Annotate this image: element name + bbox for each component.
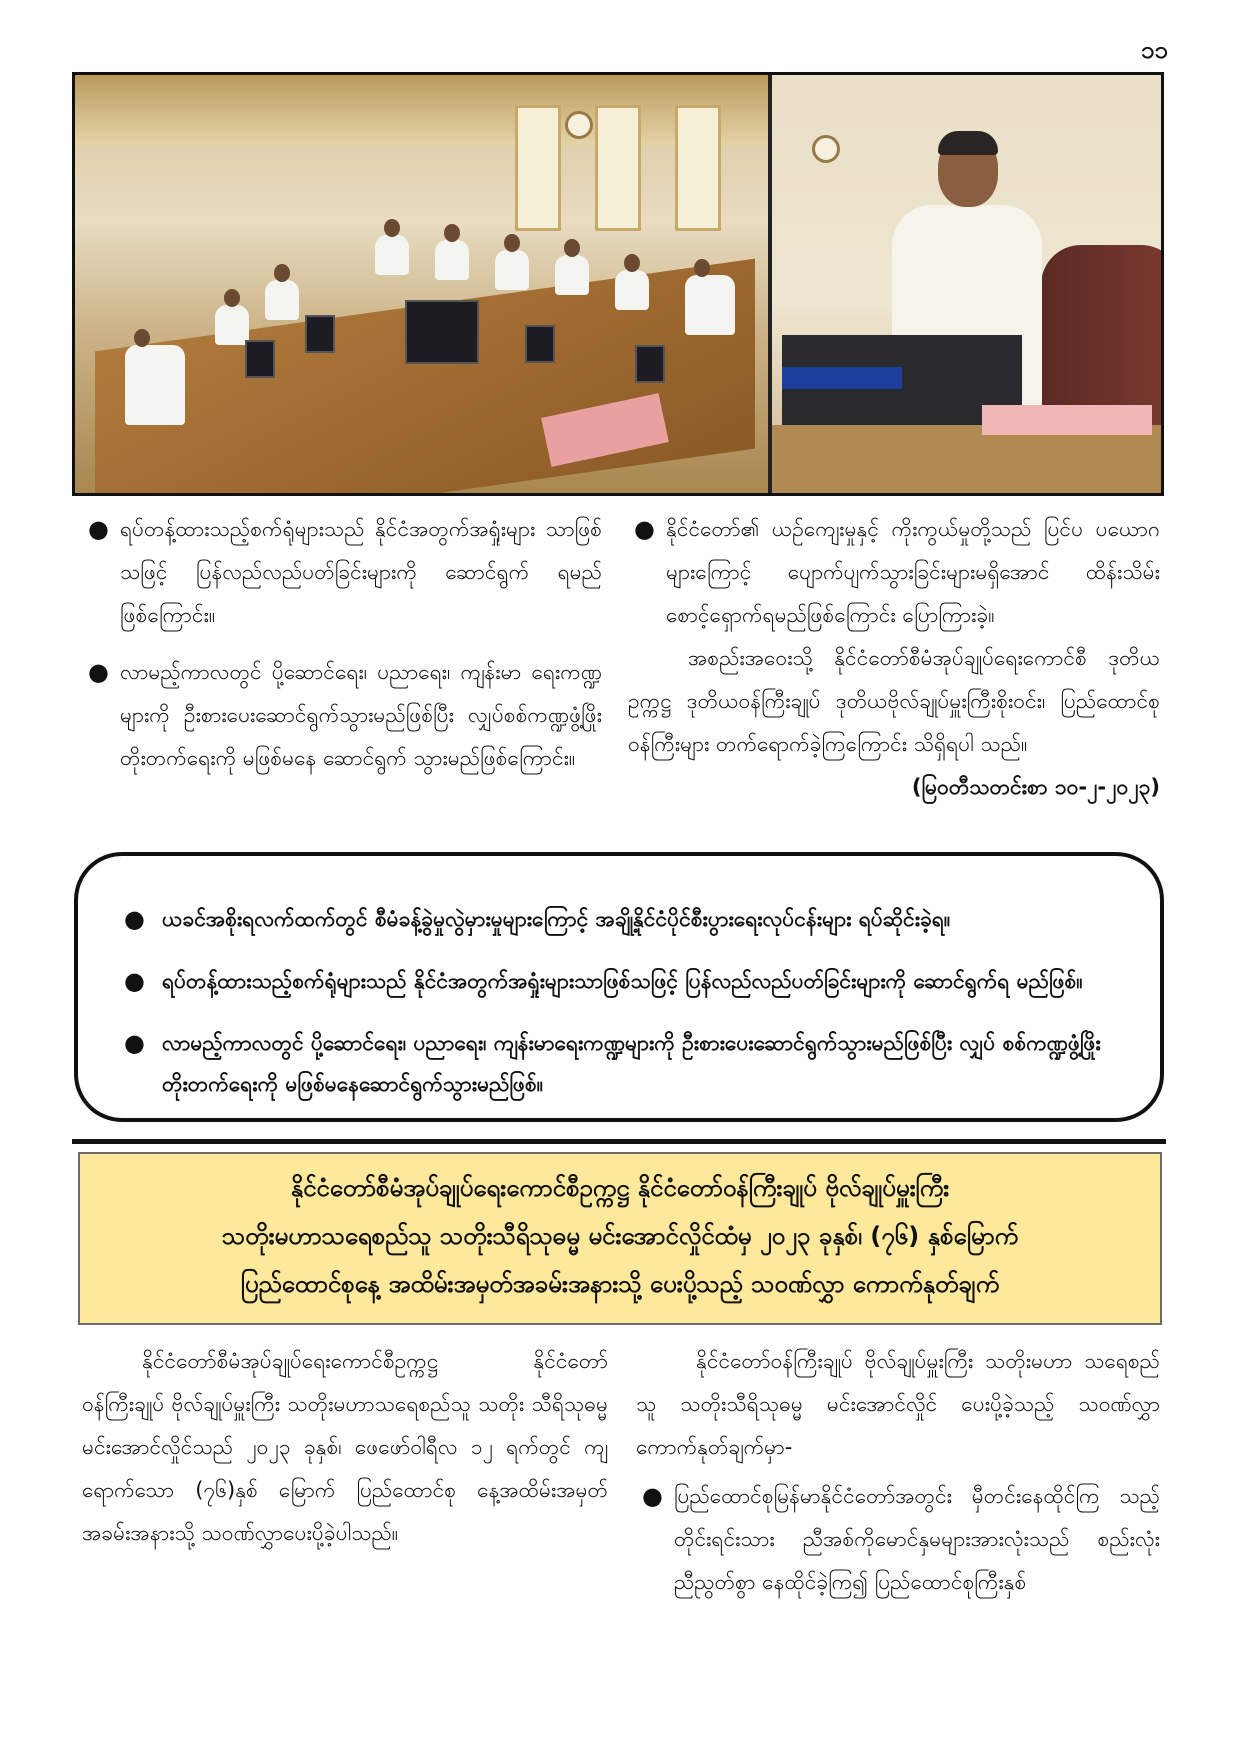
summary-box: [74, 852, 1164, 1122]
headline-line: ပြည်ထောင်စုနေ့ အထိမ်းအမှတ်အခမ်းအနားသို့ ပေးပို့သည့် သဝဏ်လွှာ ကောက်နုတ်ချက်: [240, 1270, 1000, 1298]
attendance-paragraph: အစည်းအဝေးသို့ နိုင်ငံတော်စီမံအုပ်ချုပ်ရေးကောင်စီ ဒုတိယဥက္ကဋ္ဌ ဒုတိယဝန်ကြီးချုပ် ဒုတိယဗိုလ်ချုပ်မှူးကြီးစိုးဝင်း၊ ပြည်ထောင်စုဝန်ကြီးများ တက်ရောက်ခဲ့ကြကြောင်း သိရှိရပါ သည်။: [628, 646, 1160, 756]
list-item: ● ယခင်အစိုးရလက်ထက်တွင် စီမံခန့်ခွဲမှုလွဲမှားမှုများကြောင့် အချို့နိုင်ငံပိုင်စီးပွားရေးလုပ်ငန်းများ ရပ်ဆိုင်းခဲ့ရ။: [118, 899, 1116, 940]
headline-line: နိုင်ငံတော်စီမံအုပ်ချုပ်ရေးကောင်စီဥက္ကဋ္ဌ နိုင်ငံတော်ဝန်ကြီးချုပ် ဗိုလ်ချုပ်မှူးကြီး: [290, 1174, 950, 1202]
upper-right-column: [628, 508, 1160, 809]
bullet-icon: ●: [124, 1029, 145, 1057]
lower-left-column: [82, 1340, 608, 1555]
list-item: ● ပြည်ထောင်စုမြန်မာနိုင်ငံတော်အတွင်း မှီတင်းနေထိုင်ကြ သည့် တိုင်းရင်းသား ညီအစ်ကိုမောင်နှမများအားလုံးသည် စည်းလုံးညီညွတ်စွာ နေထိုင်ခဲ့ကြ၍ ပြည်ထောင်စုကြီးနှစ်: [636, 1475, 1160, 1604]
bullet-icon: ●: [124, 905, 145, 933]
meeting-room-photo: [75, 75, 768, 493]
photo-frame: [72, 72, 1164, 496]
source-citation: (မြဝတီသတင်းစာ ၁၀-၂-၂၀၂၃): [911, 775, 1160, 799]
list-item: ● လာမည့်ကာလတွင် ပို့ဆောင်ရေး၊ ပညာရေး၊ ကျန်းမာ ရေးကဏ္ဍများကို ဦးစားပေးဆောင်ရွက်သွားမည်ဖြစ်ပြီး လျှပ်စစ်ကဏ္ဍဖွံ့ဖြိုးတိုးတက်ရေးကို မဖြစ်မနေ ဆောင်ရွက် သွားမည်ဖြစ်ကြောင်း။: [82, 651, 602, 780]
page-number: ၁၁: [1141, 36, 1168, 64]
list-item: ● လာမည့်ကာလတွင် ပို့ဆောင်ရေး၊ ပညာရေး၊ ကျန်းမာရေးကဏ္ဍများကို ဦးစားပေးဆောင်ရွက်သွားမည်ဖြစ်ပြီး လျှပ် စစ်ကဏ္ဍဖွံ့ဖြိုးတိုးတက်ရေးကို မဖြစ်မနေဆောင်ရွက်သွားမည်ဖြစ်။: [118, 1023, 1116, 1105]
bullet-icon: ●: [124, 967, 145, 995]
bullet-icon: ●: [88, 515, 109, 543]
list-item: ● နိုင်ငံတော်၏ ယဉ်ကျေးမှုနှင့် ကိုးကွယ်မှုတို့သည် ပြင်ပ ပယောဂများကြောင့် ပျောက်ပျက်သွားခြင်းများမရှိအောင် ထိန်းသိမ်းစောင့်ရှောက်ရမည်ဖြစ်ကြောင်း ပြောကြားခဲ့။: [628, 508, 1160, 637]
speaker-photo: [772, 75, 1161, 493]
upper-left-column: [82, 508, 602, 780]
divider: [72, 1139, 1166, 1144]
bullet-icon: ●: [634, 515, 655, 543]
message-intro-paragraph: နိုင်ငံတော်စီမံအုပ်ချုပ်ရေးကောင်စီဥက္ကဋ္ဌ နိုင်ငံတော် ဝန်ကြီးချုပ် ဗိုလ်ချုပ်မှူးကြီး သတိုးမဟာသရေစည်သူ သတိုး သီရိသုဓမ္မ မင်းအောင်လှိုင်သည် ၂၀၂၃ ခုနှစ်၊ ဖေဖော်ဝါရီလ ၁၂ ရက်တွင် ကျရောက်သော (၇၆)နှစ် မြောက် ပြည်ထောင်စု နေ့အထိမ်းအမှတ်အခမ်းအနားသို့ သဝဏ်လွှာပေးပို့ခဲ့ပါသည်။: [82, 1349, 608, 1545]
headline-line: သတိုးမဟာသရေစည်သူ သတိုးသီရိသုဓမ္မ မင်းအောင်လှိုင်ထံမှ ၂၀၂၃ ခုနှစ်၊ (၇၆) နှစ်မြောက်: [221, 1222, 1019, 1250]
bullet-icon: ●: [88, 658, 109, 686]
bullet-icon: ●: [642, 1482, 663, 1510]
list-item: ● ရပ်တန့်ထားသည့်စက်ရုံများသည် နိုင်ငံအတွက်အရှုံးများ သာဖြစ်သဖြင့် ပြန်လည်လည်ပတ်ခြင်းများကို ဆောင်ရွက် ရမည်ဖြစ်ကြောင်း။: [82, 508, 602, 637]
list-item: ● ရပ်တန့်ထားသည့်စက်ရုံများသည် နိုင်ငံအတွက်အရှုံးများသာဖြစ်သဖြင့် ပြန်လည်လည်ပတ်ခြင်းများကို ဆောင်ရွက်ရ မည်ဖြစ်။: [118, 961, 1116, 1002]
message-excerpt-paragraph: နိုင်ငံတော်ဝန်ကြီးချုပ် ဗိုလ်ချုပ်မှူးကြီး သတိုးမဟာ သရေစည်သူ သတိုးသီရိသုဓမ္မ မင်းအောင်လှိုင် ပေးပို့ခဲ့သည့် သဝဏ်လွှာ ကောက်နုတ်ချက်မှာ-: [636, 1349, 1160, 1459]
headline-box: [78, 1152, 1162, 1325]
lower-right-column: [636, 1340, 1160, 1604]
